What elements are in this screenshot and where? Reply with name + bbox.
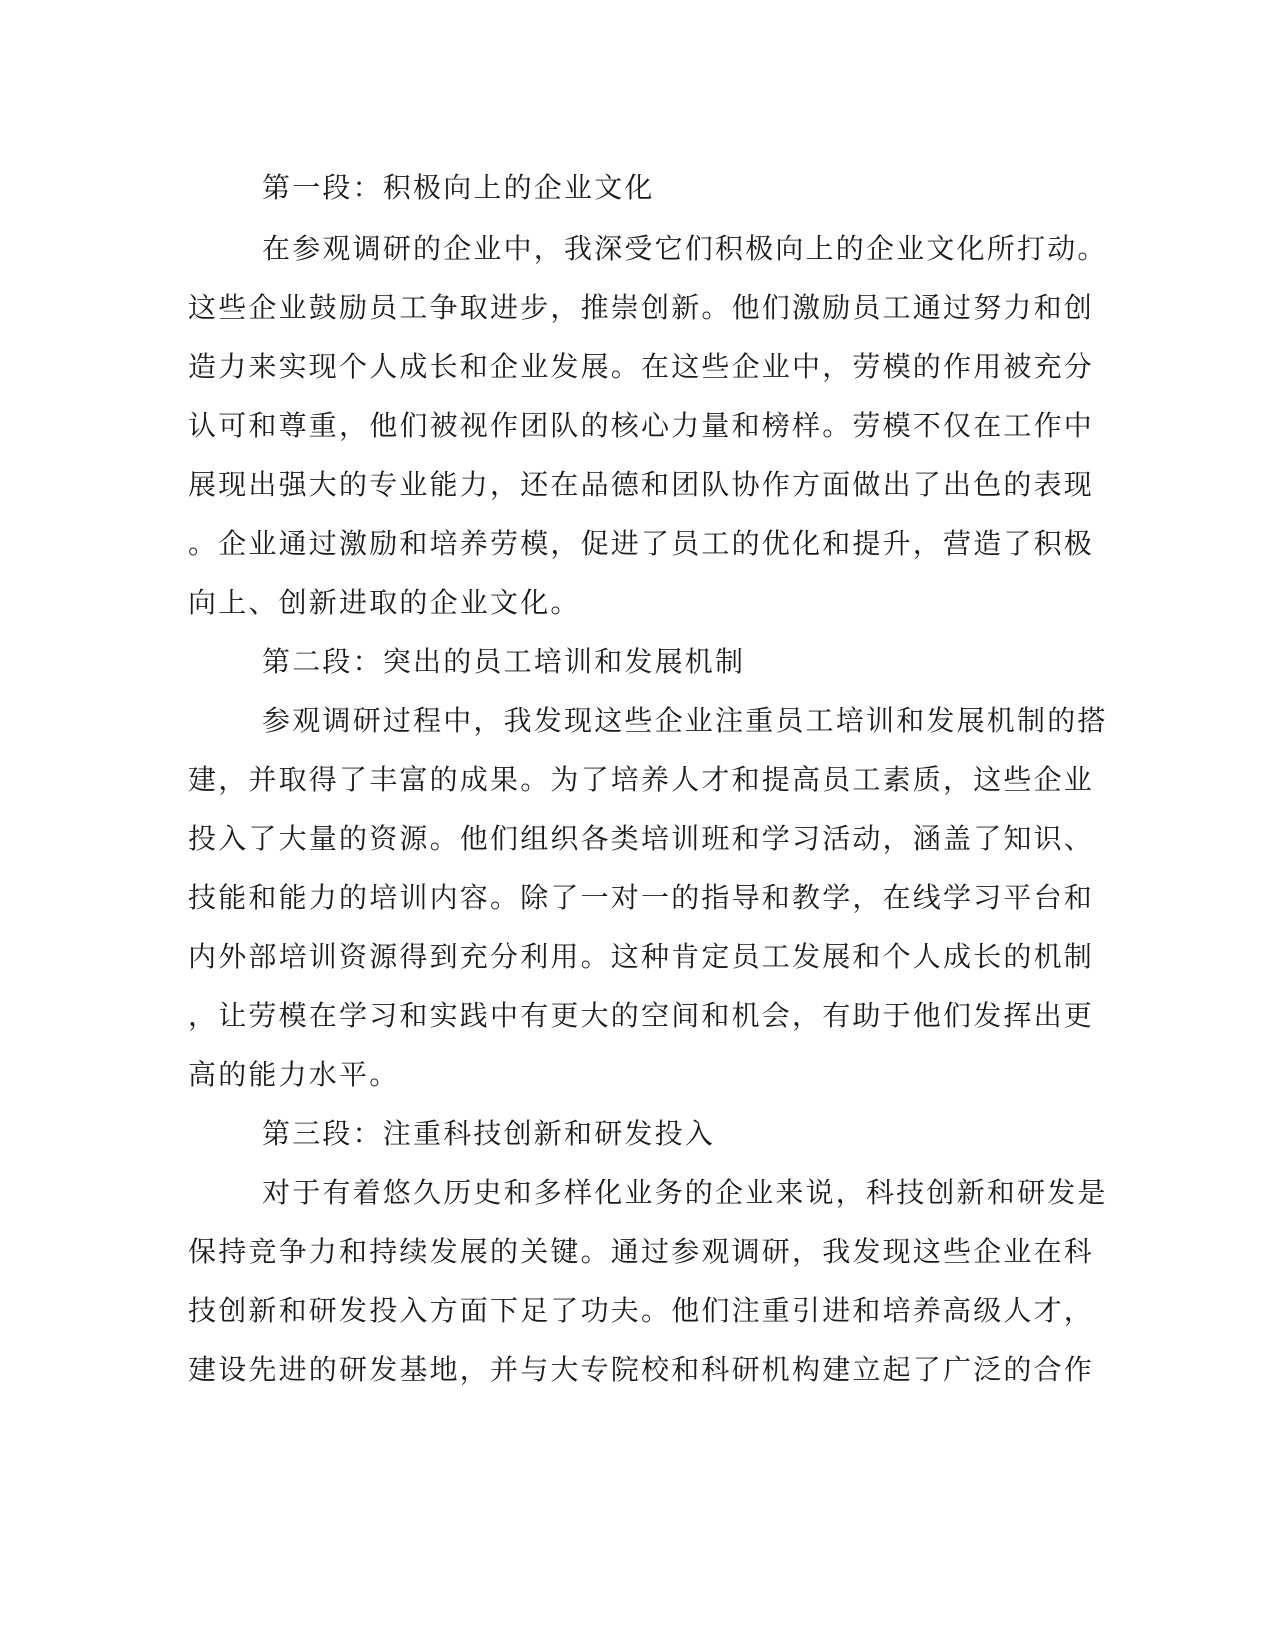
paragraph-line: 对于有着悠久历史和多样化业务的企业来说，科技创新和研发是 — [262, 1176, 1108, 1209]
paragraph-line: 这些企业鼓励员工争取进步，推崇创新。他们激励员工通过努力和创 — [188, 291, 1095, 324]
section-1-heading: 第一段：积极向上的企业文化 — [262, 171, 655, 204]
paragraph-line: 建，并取得了丰富的成果。为了培养人才和提高员工素质，这些企业 — [188, 763, 1095, 796]
paragraph-line: 展现出强大的专业能力，还在品德和团队协作方面做出了出色的表现 — [188, 468, 1095, 501]
paragraph-line: 投入了大量的资源。他们组织各类培训班和学习活动，涵盖了知识、 — [188, 822, 1095, 855]
paragraph-line: 向上、创新进取的企业文化。 — [188, 586, 581, 619]
paragraph-line: ，让劳模在学习和实践中有更大的空间和机会，有助于他们发挥出更 — [188, 999, 1095, 1032]
paragraph-line: 保持竞争力和持续发展的关键。通过参观调研，我发现这些企业在科 — [188, 1235, 1095, 1268]
paragraph-line: 参观调研过程中，我发现这些企业注重员工培训和发展机制的搭 — [262, 704, 1108, 737]
paragraph-line: 技能和能力的培训内容。除了一对一的指导和教学，在线学习平台和 — [188, 881, 1095, 914]
paragraph-line: 高的能力水平。 — [188, 1058, 400, 1091]
paragraph-line: 造力来实现个人成长和企业发展。在这些企业中，劳模的作用被充分 — [188, 350, 1095, 383]
paragraph-line: 。企业通过激励和培养劳模，促进了员工的优化和提升，营造了积极 — [188, 527, 1095, 560]
section-2-heading: 第二段：突出的员工培训和发展机制 — [262, 645, 746, 678]
paragraph-line: 技创新和研发投入方面下足了功夫。他们注重引进和培养高级人才， — [188, 1294, 1095, 1327]
paragraph-line: 认可和尊重，他们被视作团队的核心力量和榜样。劳模不仅在工作中 — [188, 409, 1095, 442]
paragraph-line: 在参观调研的企业中，我深受它们积极向上的企业文化所打动。 — [262, 232, 1108, 265]
section-3-heading: 第三段：注重科技创新和研发投入 — [262, 1117, 716, 1150]
paragraph-line: 建设先进的研发基地，并与大专院校和科研机构建立起了广泛的合作 — [188, 1353, 1095, 1386]
paragraph-line: 内外部培训资源得到充分利用。这种肯定员工发展和个人成长的机制 — [188, 940, 1095, 973]
